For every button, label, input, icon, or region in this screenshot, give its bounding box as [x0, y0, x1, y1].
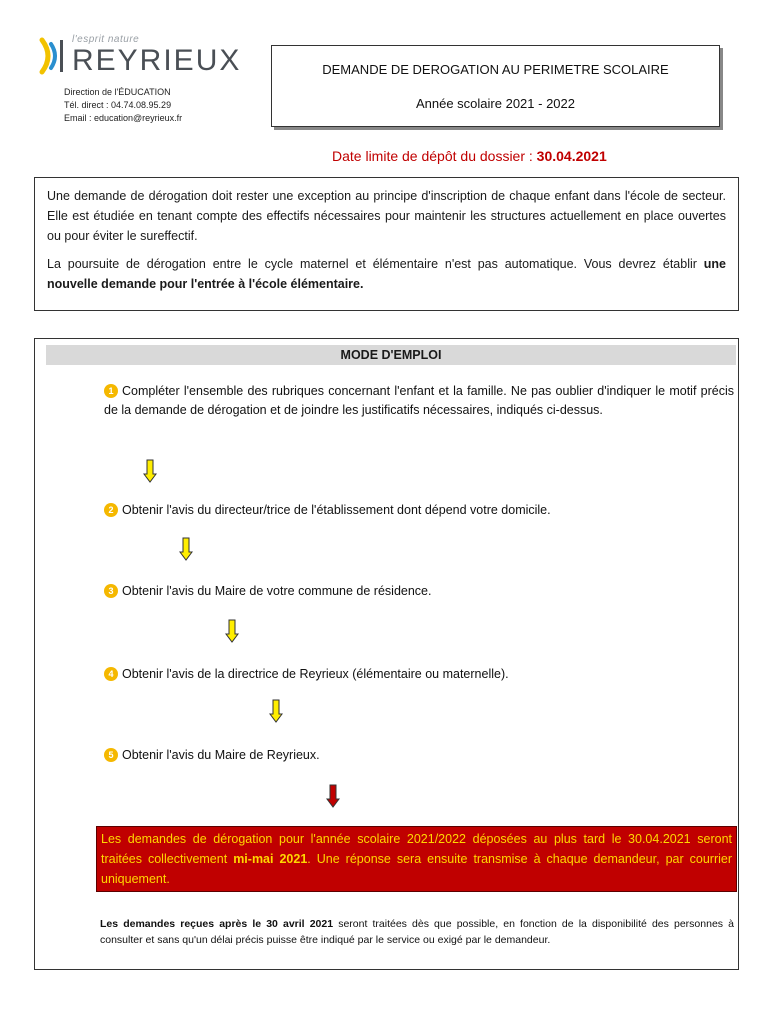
logo-mark-icon: [38, 36, 68, 76]
intro-paragraph-2-text: La poursuite de dérogation entre le cycle maternel et élémentaire n'est pas automatique. Vous devrez établir: [47, 257, 704, 271]
school-year: Année scolaire 2021 - 2022: [415, 96, 575, 111]
step-3-text: Obtenir l'avis du Maire de votre commune de résidence.: [122, 584, 432, 598]
step-4: [104, 665, 509, 684]
intro-paragraph-2: [47, 254, 726, 294]
notice-text-2: . Une réponse sera ensuite transmise à chaque demandeur, par courrier uniquement.: [101, 852, 733, 886]
late-requests-note: [100, 916, 734, 948]
step-number-badge: 5: [104, 748, 118, 762]
step-1-text: Compléter l'ensemble des rubriques concernant l'enfant et la famille. Ne pas oublier d'indiquer le motif précis de la demande de dérogation et de joindre les justificatifs nécessaires, indiqués ci-dessus.: [104, 384, 734, 417]
down-arrow-red-icon: [326, 784, 340, 808]
contact-department: Direction de l'ÉDUCATION: [64, 87, 171, 97]
step-1: [104, 382, 734, 420]
down-arrow-icon: [269, 699, 283, 723]
down-arrow-icon: [179, 537, 193, 561]
late-text: seront traitées dès que possible, en fonction de la disponibilité des personnes à consulter et sans qu'un délai précis puisse être indiqué par le service ou exigé par le demandeur.: [100, 918, 734, 946]
step-3: [104, 582, 431, 601]
notice-bold: mi-mai 2021: [233, 852, 308, 866]
step-number-badge: 3: [104, 584, 118, 598]
step-number-badge: 4: [104, 667, 118, 681]
step-number-badge: 1: [104, 384, 118, 398]
deadline-label: Date limite de dépôt du dossier :: [332, 148, 537, 164]
deadline-line: [332, 148, 607, 164]
logo-tagline: l'esprit nature: [72, 34, 140, 45]
reyrieux-logo: [38, 32, 248, 82]
notice-text-1: Les demandes de dérogation pour l'année scolaire 2021/2022 déposées au plus tard le 30.04.2021 seront traitées collectivement: [101, 832, 732, 866]
title-box: [271, 45, 720, 127]
step-5-text: Obtenir l'avis du Maire de Reyrieux.: [122, 748, 320, 762]
down-arrow-icon: [225, 619, 239, 643]
step-2: [104, 501, 551, 520]
step-2-text: Obtenir l'avis du directeur/trice de l'établissement dont dépend votre domicile.: [122, 503, 551, 517]
deadline-date: 30.04.2021: [536, 148, 607, 164]
intro-paragraph-1: Une demande de dérogation doit rester une exception au principe d'inscription de chaque enfant dans l'école de secteur. Elle est étudiée en tenant compte des effectifs nécessaires pour maintenir les structures actuellement en place ouvertes ou pour éviter le sureffectif.: [47, 189, 726, 243]
late-bold: Les demandes reçues après le 30 avril 2021: [100, 918, 334, 930]
step-number-badge: 2: [104, 503, 118, 517]
logo-wordmark: REYRIEUX: [72, 44, 242, 77]
step-5: [104, 746, 320, 765]
step-4-text: Obtenir l'avis de la directrice de Reyrieux (élémentaire ou maternelle).: [122, 667, 509, 681]
mode-emploi-header: MODE D'EMPLOI: [46, 345, 736, 365]
intro-paragraph-2-bold: une nouvelle demande pour l'entrée à l'école élémentaire.: [47, 257, 726, 291]
contact-email: Email : education@reyrieux.fr: [64, 113, 183, 123]
document-title: DEMANDE DE DEROGATION AU PERIMETRE SCOLAIRE: [322, 62, 669, 77]
intro-box: [34, 177, 739, 311]
down-arrow-icon: [143, 459, 157, 483]
deadline-notice: [96, 826, 737, 892]
contact-phone: Tél. direct : 04.74.08.95.29: [64, 100, 172, 110]
contact-block: [64, 86, 182, 125]
